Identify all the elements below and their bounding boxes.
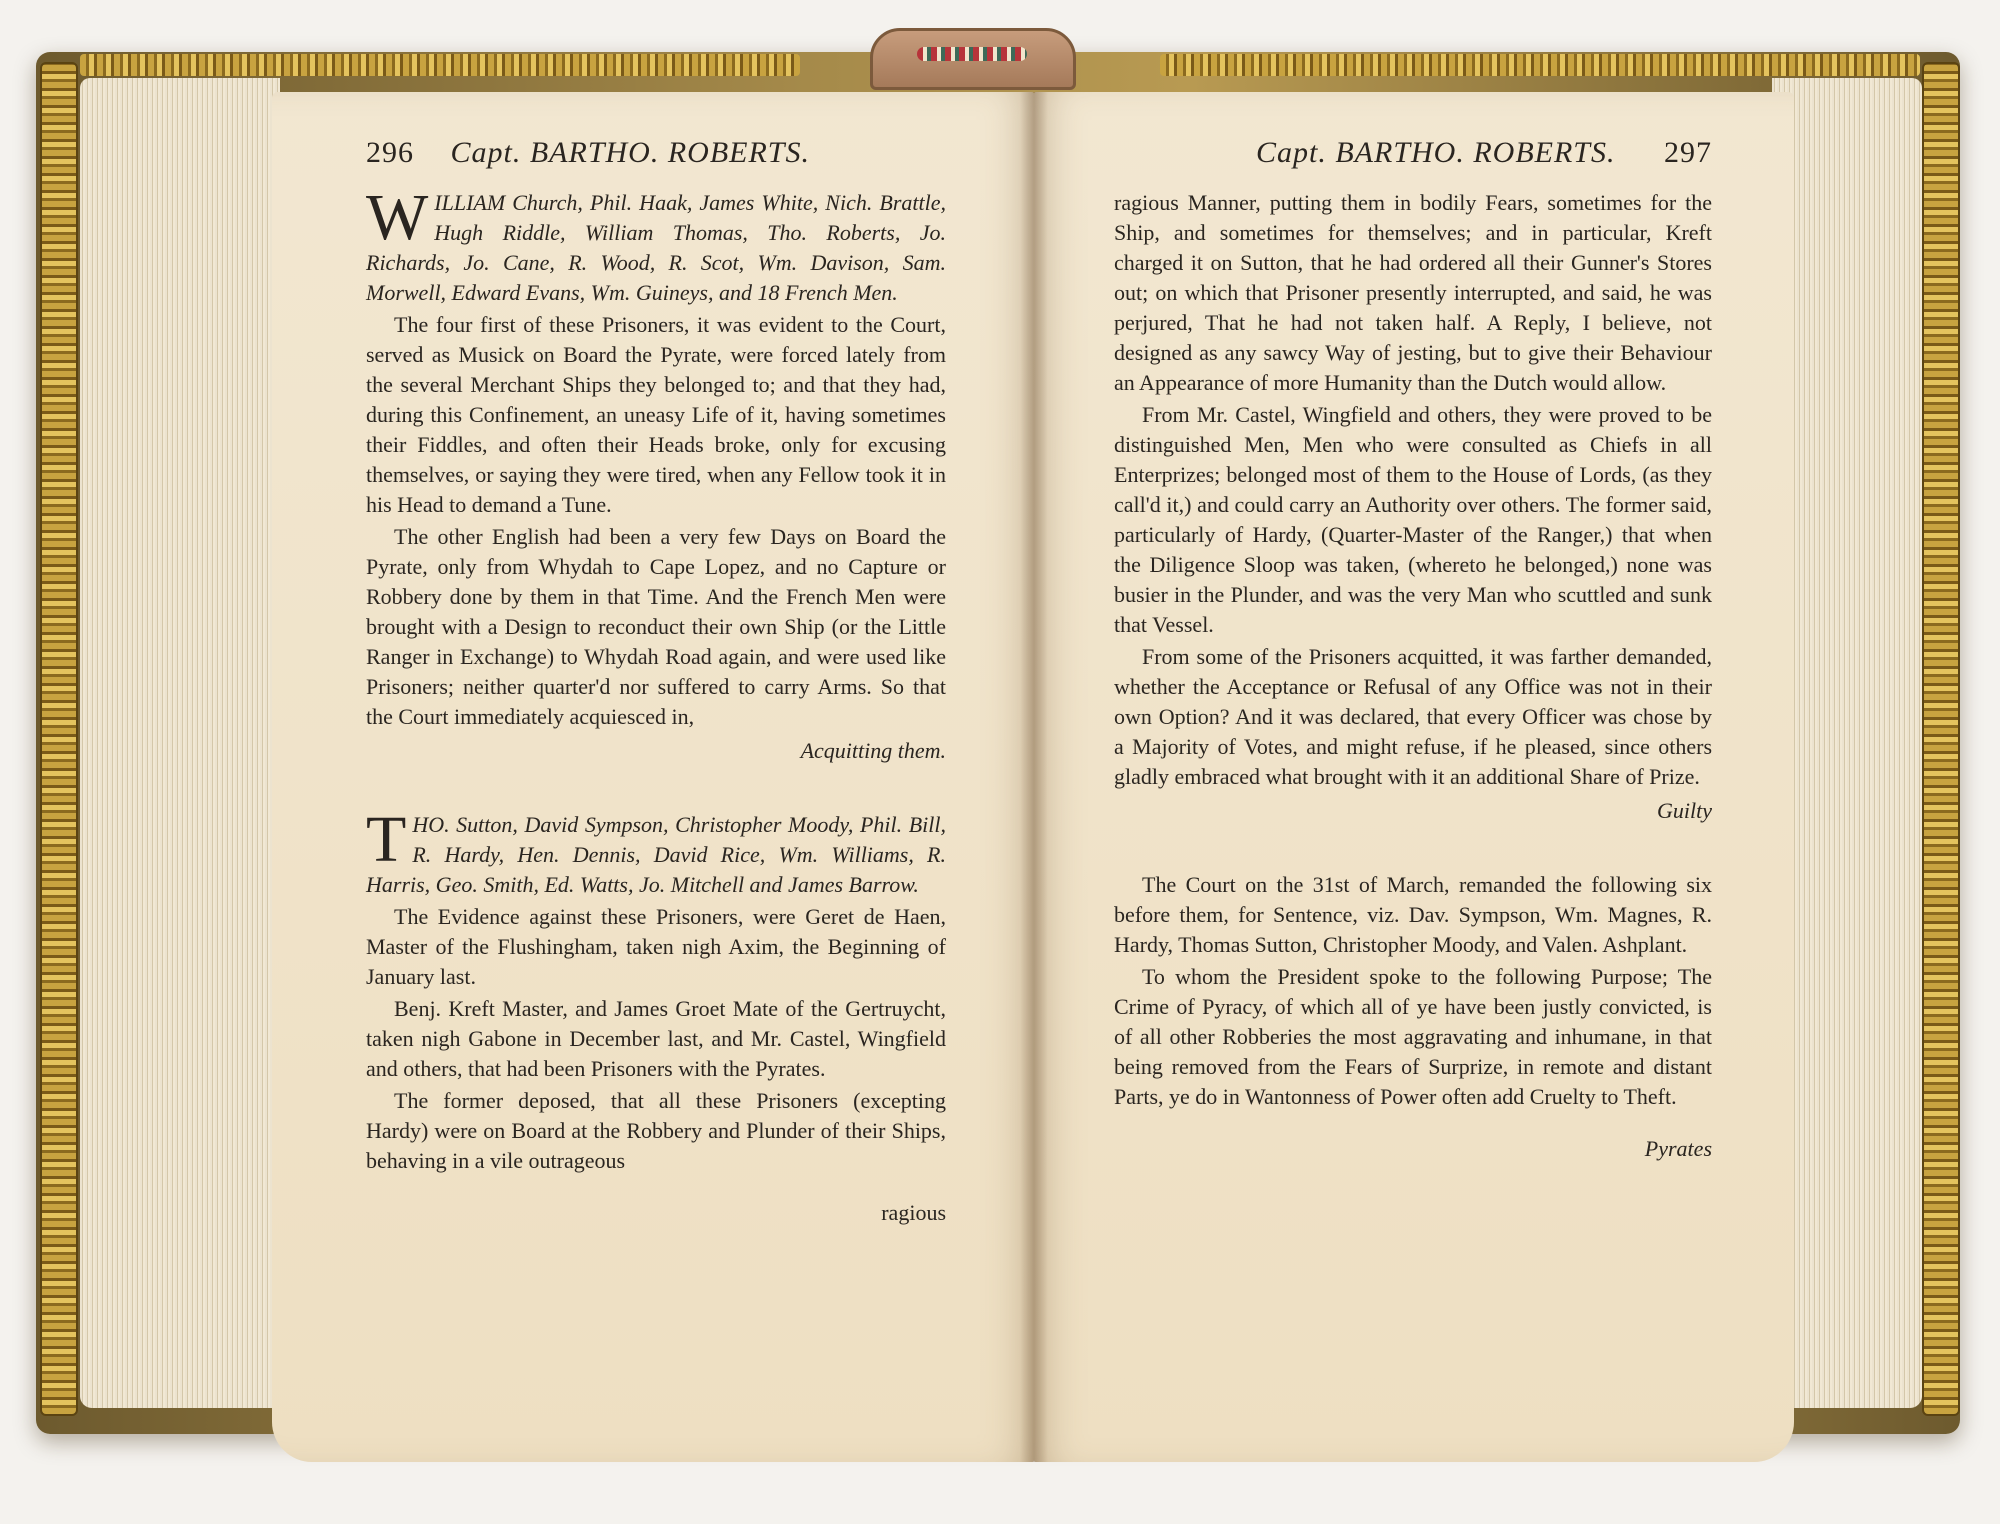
catchword: ragious	[881, 1200, 946, 1225]
paragraph: From Mr. Castel, Wingfield and others, they were proved to be distinguished Men, Men who were consulted as Chiefs in all Enterprizes; belonged most of them to the House of Lords, (as they call'd it,) and could carry an Authority over others. The former said, particularly of Hardy, (Quarter-Master of the Ranger,) that when the Diligence Sloop was taken, (whereto he belonged,) none was busier in the Plunder, and was the very Man who scuttled and sunk that Vessel.	[1114, 402, 1712, 637]
paragraph: ragious Manner, putting them in bodily Fears, sometimes for the Ship, and sometimes for themselves; and in particular, Kreft charged it on Sutton, that he had ordered all their Gunner's Stores out; on which that Prisoner presently interrupted, and said, he was perjured, That he had not taken half. A Reply, I believe, not designed as any sawcy Way of jesting, but to give their Behaviour an Appearance of more Humanity than the Dutch would allow.	[1114, 190, 1712, 395]
gilt-top-right	[1160, 54, 1920, 76]
running-head: Capt. BARTHO. ROBERTS.	[450, 136, 810, 169]
verdict: Acquitting them.	[800, 738, 946, 763]
left-page-text	[366, 181, 946, 1250]
paragraph: To whom the President spoke to the following Purpose; The Crime of Pyracy, of which all of ye have been justly convicted, is of all other Robberies the most aggravating and inhumane, in that being removed from the Fears of Surprize, in remote and distant Parts, ye do in Wantonness of Power often add Cruelty to Theft.	[1114, 964, 1712, 1109]
paragraph: The former deposed, that all these Prisoners (excepting Hardy) were on Board at the Robbery and Plunder of their Ships, behaving in a vile outrageous	[366, 1088, 946, 1173]
paragraph: From some of the Prisoners acquitted, it was farther demanded, whether the Acceptance or Refusal of any Office was not in their own Option? And it was declared, that every Officer was chose by a Majority of Votes, and might refuse, if he pleased, since others gladly embraced what brought with it an additional Share of Prize.	[1114, 644, 1712, 789]
prisoner-names: ILLIAM Church, Phil. Haak, James White, Nich. Brattle, Hugh Riddle, William Thomas, Tho. Roberts, Jo. Richards, Jo. Cane, R. Wood, R. Scot, Wm. Davison, Sam. Morwell, Edward Evans, Wm. Guineys, and 18 French Men.	[366, 190, 946, 305]
right-page-text	[1114, 188, 1712, 1186]
verdict: Guilty	[1657, 798, 1712, 823]
page-number: 297	[1664, 136, 1712, 169]
page-block-right	[1772, 78, 1922, 1408]
page-number: 296	[366, 136, 414, 169]
gilt-edge-left	[40, 62, 78, 1416]
prisoner-names: HO. Sutton, David Sympson, Christopher Moody, Phil. Bill, R. Hardy, Hen. Dennis, David Rice, Wm. Williams, R. Harris, Geo. Smith, Ed. Watts, Jo. Mitchell and James Barrow.	[366, 812, 946, 897]
prisoner-list	[366, 803, 946, 900]
paragraph: The four first of these Prisoners, it was evident to the Court, served as Musick on Board the Pyrate, were forced lately from the several Merchant Ships they belonged to; and that they had, during this Confinement, an uneasy Life of it, having sometimes their Fiddles, and often their Heads broke, only for excusing themselves, or saying they were tired, when any Fellow took it in his Head to demand a Tune.	[366, 312, 946, 517]
headband-stitching	[917, 47, 1027, 61]
paragraph: The Evidence against these Prisoners, were Geret de Haen, Master of the Flushingham, taken nigh Axim, the Beginning of January last.	[366, 904, 946, 989]
gilt-edge-right	[1922, 62, 1960, 1416]
drop-cap: W	[366, 181, 429, 254]
paragraph: The other English had been a very few Days on Board the Pyrate, only from Whydah to Cape Lopez, and no Capture or Robbery done by them in that Time. And the French Men were brought with a Design to reconduct their own Ship (or the Little Ranger in Exchange) to Whydah Road again, and were used like Prisoners; neither quarter'd nor suffered to carry Arms. So that the Court immediately acquiesced in,	[366, 524, 946, 729]
drop-cap: T	[366, 803, 407, 876]
paragraph: Benj. Kreft Master, and James Groet Mate of the Gertruycht, taken nigh Gabone in December last, and Mr. Castel, Wingfield and others, that had been Prisoners with the Pyrates.	[366, 996, 946, 1081]
left-page	[272, 92, 1034, 1462]
book-gutter	[1020, 92, 1048, 1462]
left-page-header	[366, 136, 946, 170]
catchword: Pyrates	[1644, 1136, 1712, 1161]
page-block-left	[80, 78, 280, 1408]
paragraph: The Court on the 31st of March, remanded the following six before them, for Sentence, viz. Dav. Sympson, Wm. Magnes, R. Hardy, Thomas Sutton, Christopher Moody, and Valen. Ashplant.	[1114, 872, 1712, 957]
gilt-top-left	[80, 54, 800, 76]
right-page	[1034, 92, 1794, 1462]
headband	[870, 28, 1076, 90]
running-head: Capt. BARTHO. ROBERTS.	[1256, 136, 1616, 169]
prisoner-list	[366, 181, 946, 308]
right-page-header	[1212, 136, 1712, 170]
